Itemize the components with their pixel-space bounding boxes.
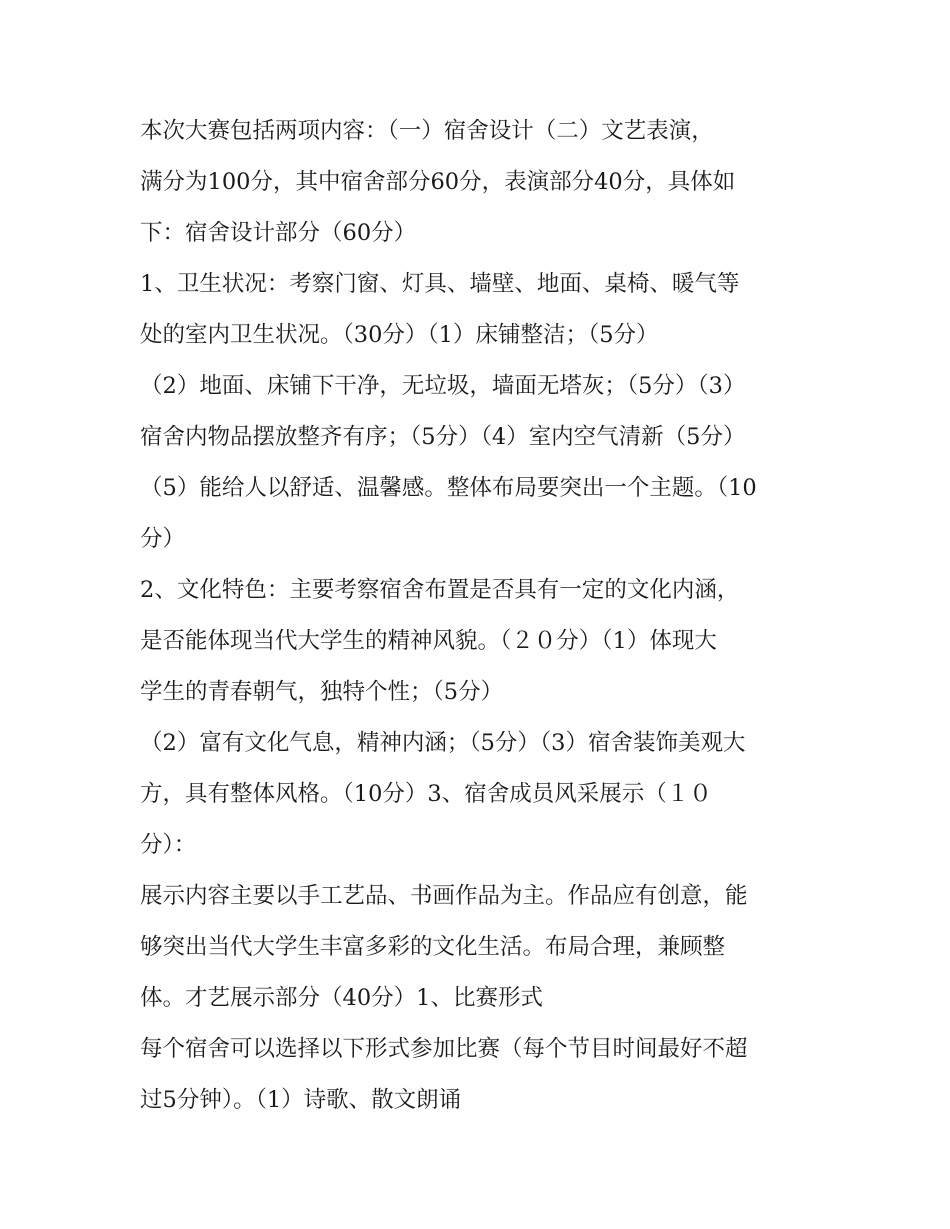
text-line: （5）能给人以舒适、温馨感。整体布局要突出一个主题。（10: [140, 475, 757, 501]
text-line: 每个宿舍可以选择以下形式参加比赛（每个节目时间最好不超: [140, 1036, 748, 1062]
text-line: 分）: [140, 526, 186, 552]
text-line: 学生的青春朝气，独特个性；（5分）: [140, 679, 504, 705]
text-line: 1、卫生状况：考察门窗、灯具、墙壁、地面、桌椅、暖气等: [140, 271, 740, 297]
text-line: 本次大赛包括两项内容：（一）宿舍设计（二）文艺表演，: [140, 118, 714, 144]
document-body: [140, 106, 830, 1126]
text-line: （2）富有文化气息，精神内涵；（5分）（3）宿舍装饰美观大: [140, 730, 746, 756]
text-line: 够突出当代大学生丰富多彩的文化生活。布局合理，兼顾整: [140, 934, 726, 960]
text-line: 过5分钟）。（1）诗歌、散文朗诵: [140, 1087, 462, 1113]
text-line: 处的室内卫生状况。（30分）（1）床铺整洁；（5分）: [140, 322, 659, 348]
text-line: 分）：: [140, 832, 197, 858]
text-line: 宿舍内物品摆放整齐有序；（5分）（4）室内空气清新（5分）: [140, 424, 746, 450]
text-line: 下：宿舍设计部分（60分）: [140, 220, 417, 246]
text-line: 方，具有整体风格。（10分）3、宿舍成员风采展示（１０: [140, 781, 712, 807]
text-line: （2）地面、床铺下干净，无垃圾，墙面无塔灰；（5分）（3）: [140, 373, 746, 399]
text-line: 是否能体现当代大学生的精神风貌。（２０分）（1）体现大: [140, 628, 717, 654]
text-line: 满分为100分，其中宿舍部分60分，表演部分40分，具体如: [140, 169, 736, 195]
text-line: 体。才艺展示部分（40分）1、比赛形式: [140, 985, 543, 1011]
text-line: 展示内容主要以手工艺品、书画作品为主。作品应有创意，能: [140, 883, 748, 909]
text-line: 2、文化特色：主要考察宿舍布置是否具有一定的文化内涵，: [140, 577, 740, 603]
